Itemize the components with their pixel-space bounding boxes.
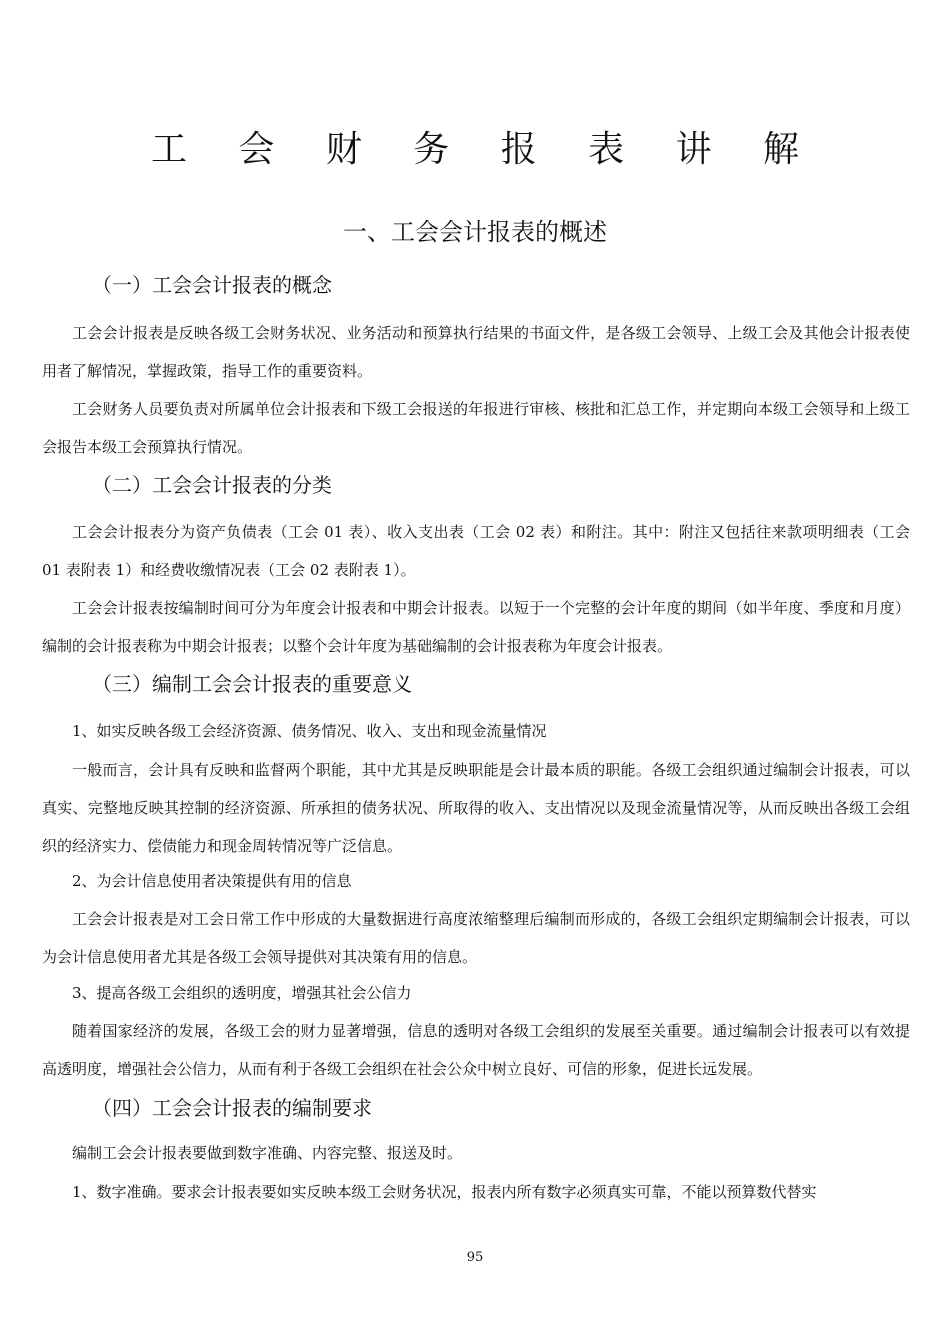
paragraph-concept-2: 工会财务人员要负责对所属单位会计报表和下级工会报送的年报进行审核、核批和汇总工作，并定期向本级工会领导和上级工会报告本级工会预算执行情况。	[42, 400, 910, 456]
subsection-heading-1: （一）工会会计报表的概念	[92, 273, 332, 297]
significance-item-2-text: 工会会计报表是对工会日常工作中形成的大量数据进行高度浓缩整理后编制而形成的，各级工会组织定期编制会计报表，可以为会计信息使用者尤其是各级工会领导提供对其决策有用的信息。	[42, 910, 910, 966]
subsection-heading-3: （三）编制工会会计报表的重要意义	[92, 672, 412, 696]
significance-item-1-label: 1、如实反映各级工会经济资源、债务情况、收入、支出和现金流量情况	[72, 722, 547, 740]
requirements-intro: 编制工会会计报表要做到数字准确、内容完整、报送及时。	[72, 1144, 463, 1162]
requirement-item-1: 1、数字准确。要求会计报表要如实反映本级工会财务状况，报表内所有数字必须真实可靠，不能以预算数代替实	[72, 1183, 817, 1201]
subsection-heading-2: （二）工会会计报表的分类	[92, 473, 332, 497]
paragraph-classification-1: 工会会计报表分为资产负债表（工会 01 表）、收入支出表（工会 02 表）和附注。其中：附注又包括往来款项明细表（工会 01 表附表 1）和经费收缴情况表（工会 02 表附表 1）。	[42, 523, 910, 579]
significance-item-2-label: 2、为会计信息使用者决策提供有用的信息	[72, 872, 352, 890]
significance-item-3-text: 随着国家经济的发展，各级工会的财力显著增强，信息的透明对各级工会组织的发展至关重要。通过编制会计报表可以有效提高透明度，增强社会公信力，从而有利于各级工会组织在社会公众中树立良好、可信的形象，促进长远发展。	[42, 1022, 910, 1078]
page-number: 95	[466, 1250, 484, 1265]
significance-item-1-text: 一般而言，会计具有反映和监督两个职能，其中尤其是反映职能是会计最本质的职能。各级工会组织通过编制会计报表，可以真实、完整地反映其控制的经济资源、所承担的债务状况、所取得的收入、支出情况以及现金流量情况等，从而反映出各级工会组织的经济实力、偿债能力和现金周转情况等广泛信息。	[42, 761, 910, 855]
section-heading-1: 一、工会会计报表的概述	[343, 218, 607, 246]
document-title: 工 会 财 务 报 表 讲 解	[150, 129, 820, 170]
paragraph-classification-2: 工会会计报表按编制时间可分为年度会计报表和中期会计报表。以短于一个完整的会计年度的期间（如半年度、季度和月度）编制的会计报表称为中期会计报表；以整个会计年度为基础编制的会计报表称为年度会计报表。	[42, 599, 910, 655]
significance-item-3-label: 3、提高各级工会组织的透明度，增强其社会公信力	[72, 984, 412, 1002]
subsection-heading-4: （四）工会会计报表的编制要求	[92, 1096, 372, 1120]
paragraph-concept-1: 工会会计报表是反映各级工会财务状况、业务活动和预算执行结果的书面文件，是各级工会领导、上级工会及其他会计报表使用者了解情况，掌握政策，指导工作的重要资料。	[42, 324, 910, 380]
